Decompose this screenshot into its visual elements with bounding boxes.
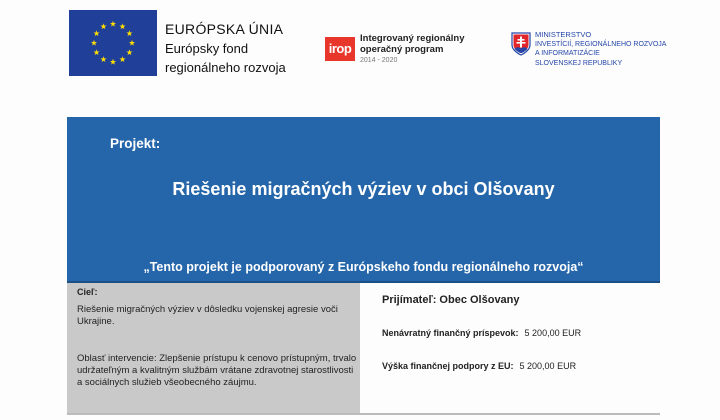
eu-star-icon <box>91 40 97 46</box>
bottom-divider <box>67 413 660 415</box>
goal-label: Cieľ: <box>77 287 98 297</box>
eu-star-icon <box>110 21 116 27</box>
ministry-line-2: INVESTÍCIÍ, REGIONÁLNEHO ROZVOJA <box>535 40 667 48</box>
eu-star-icon <box>100 56 106 62</box>
eu-title: EURÓPSKA ÚNIA <box>165 21 284 37</box>
goal-box <box>67 283 360 413</box>
ministry-text <box>535 30 666 68</box>
eu-support-amount: 5 200,00 EUR <box>519 361 577 371</box>
funding-box <box>360 283 660 413</box>
eu-fund-line: Európsky fond <box>165 41 249 56</box>
grant-label: Nenávratný finančný príspevok: <box>382 328 519 338</box>
recipient: Prijímateľ: Obec Olšovany <box>382 294 520 306</box>
irop-text <box>360 33 465 66</box>
irop-period: 2014 - 2020 <box>360 57 398 64</box>
ministry-line-3: A INFORMATIZÁCIE <box>535 50 600 57</box>
irop-logo-icon: irop <box>325 37 355 61</box>
eu-support-row <box>382 361 576 371</box>
eu-star-icon <box>126 30 132 36</box>
grant-row <box>382 328 581 338</box>
ministry-line-1: MINISTERSTVO <box>535 30 592 39</box>
support-statement: „Tento projekt je podporovaný z Európskeho fondu regionálneho rozvoja“ <box>143 260 584 274</box>
irop-line-2: operačný program <box>360 44 444 55</box>
grant-amount: 5 200,00 EUR <box>524 328 582 338</box>
intervention-text: Oblasť intervencie: Zlepšenie prístupu k cenovo prístupným, trvalo udržateľným a kvalitným službám vrátane zdravotnej starostlivosti a sociálnych služieb všeobecného záujmu. <box>77 353 357 388</box>
eu-star-icon <box>119 23 125 29</box>
eu-star-icon <box>119 56 125 62</box>
eu-flag-icon <box>69 10 157 76</box>
eu-star-icon <box>100 23 106 29</box>
project-label: Projekt: <box>110 136 161 151</box>
eu-star-icon <box>94 30 100 36</box>
eu-star-icon <box>129 40 135 46</box>
eu-star-icon <box>110 59 116 65</box>
eu-star-icon <box>94 49 100 55</box>
eu-support-label: Výška finančnej podpory z EU: <box>382 361 514 371</box>
eu-fund-line-2: regionálneho rozvoja <box>165 60 286 75</box>
project-band <box>67 117 660 283</box>
eu-fund-text <box>165 20 286 77</box>
irop-line-1: Integrovaný regionálny <box>360 33 465 44</box>
slovak-coat-of-arms-icon <box>511 32 531 56</box>
goal-text: Riešenie migračných výziev v dôsledku vojenskej agresie voči Ukrajine. <box>77 304 338 327</box>
eu-star-icon <box>126 49 132 55</box>
project-title: Riešenie migračných výziev v obci Olšovany <box>172 179 555 199</box>
ministry-line-4: SLOVENSKEJ REPUBLIKY <box>535 59 623 67</box>
